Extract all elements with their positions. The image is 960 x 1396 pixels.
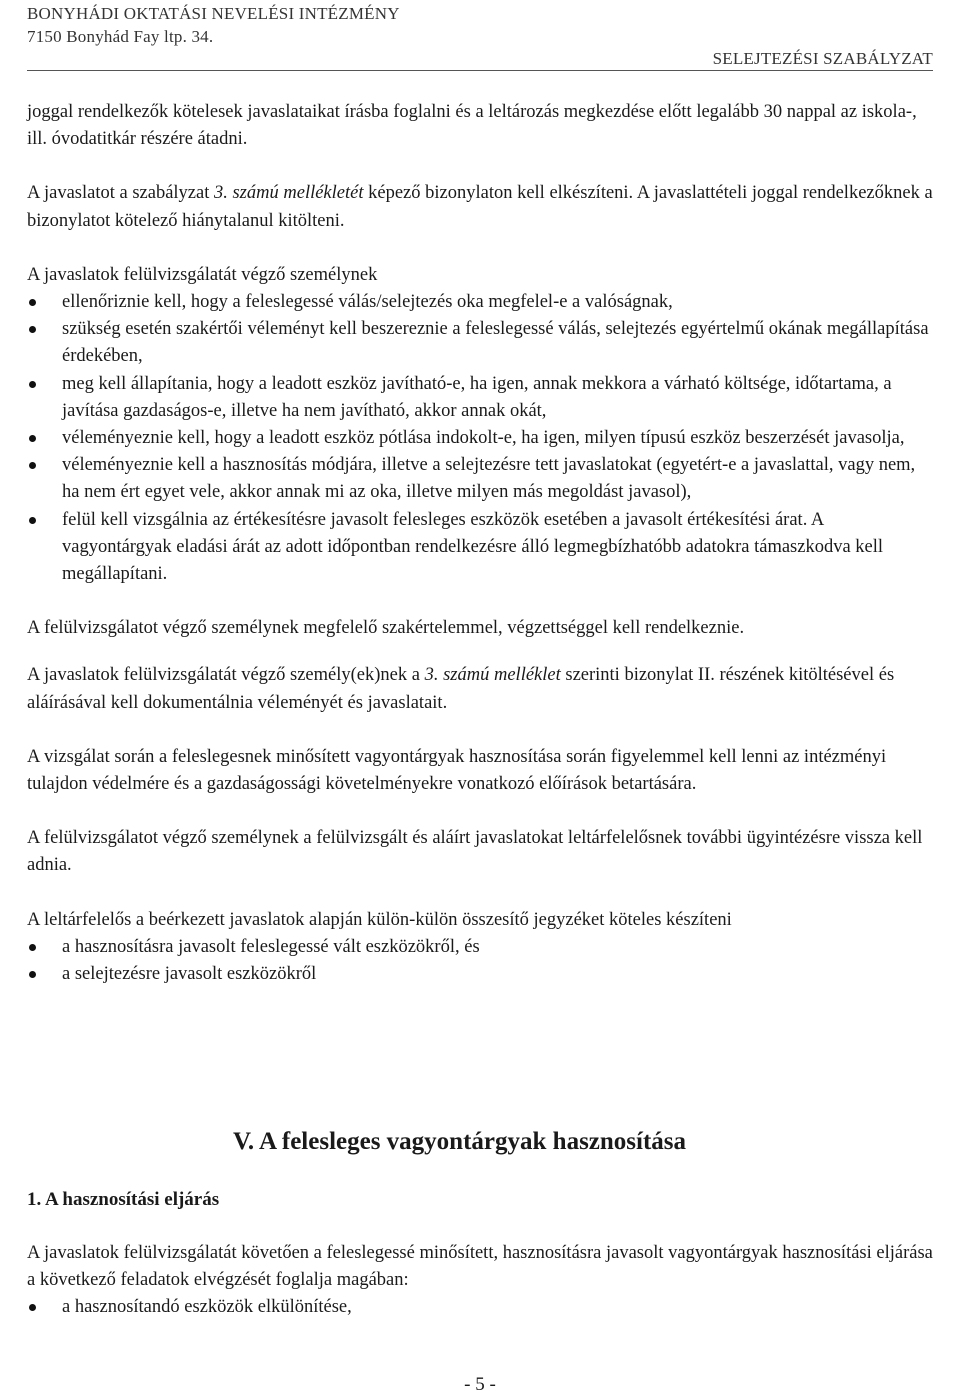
section-body — [27, 1240, 937, 1322]
header-organization: BONYHÁDI OKTATÁSI NEVELÉSI INTÉZMÉNY — [27, 4, 400, 23]
paragraph-reviewer-documentation: A javaslatok felülvizsgálatát végző személy(ek)nek a 3. számú melléklet szerinti bizonylat II. részének kitöltésével és aláírásával kell dokumentálnia véleményét és javaslatait. — [27, 665, 895, 713]
list-item: meg kell állapítania, hogy a leadott eszköz javítható-e, ha igen, annak mekkora a várható költsége, időtartama, a javítása gazdaságos-e, illetve ha nem javítható, akkor annak okát, — [27, 371, 937, 425]
paragraph-utilization-procedure: A javaslatok felülvizsgálatát követően a feleslegessé minősített, hasznosításra javasolt vagyontárgyak hasznosítási eljárása a következő feladatok elvégzését foglalja magában: — [27, 1243, 933, 1291]
page-header — [0, 0, 960, 72]
paragraph-asset-protection: A vizsgálat során a feleslegesnek minősített vagyontárgyak hasznosítása során figyelemmel kell lenni az intézményi tulajdon védelmére és a gazdaságossági követelményekre vonatkozó előírások betartására. — [27, 746, 887, 795]
paragraph-return-to-custodian: A felülvizsgálatot végző személynek a felülvizsgált és aláírt javaslatokat leltárfelelősnek további ügyintézésre vissza kell adnia. — [27, 828, 923, 876]
section-heading: V. A felesleges vagyontárgyak hasznosítása — [233, 1128, 687, 1155]
list-item: ellenőriznie kell, hogy a feleslegessé válás/selejtezés oka megfelel-e a valóságnak, — [27, 289, 937, 316]
list-item: véleményeznie kell a hasznosítás módjára, illetve a selejtezésre tett javaslatokat (egyetért-e a javaslattal, vagy nem, ha nem ért egyet vele, akkor annak mi az oka, illetve milyen más megoldást javasol), — [27, 452, 937, 506]
paragraph-proposal-form: A javaslatot a szabályzat 3. számú mellékletét képező bizonylaton kell elkészíteni. A javaslattételi joggal rendelkezőknek a bizonylatot kötelező hiánytalanul kitölteni. — [27, 183, 933, 231]
header-divider — [27, 70, 933, 71]
utilization-tasks-list — [27, 1294, 937, 1321]
annex-reference: 3. számú mellékletét — [213, 183, 364, 204]
header-address: 7150 Bonyhád Fay ltp. 34. — [27, 27, 214, 46]
list-item: felül kell vizsgálnia az értékesítésre javasolt felesleges eszközök esetében a javasolt értékesítési árat. A vagyontárgyak eladási árát az adott időpontban rendelkezésre álló legmegbízhatóbb adatokra támaszkodva kell megállapítani. — [27, 507, 937, 589]
list-item: szükség esetén szakértői véleményt kell beszereznie a feleslegessé válás, selejtezés egyértelmű okának megállapítása érdekében, — [27, 316, 937, 370]
list-item: a hasznosítandó eszközök elkülönítése, — [27, 1294, 937, 1321]
paragraph-summary-lists-intro: A leltárfelelős a beérkezett javaslatok alapján külön-külön összesítő jegyzéket köteles készíteni — [27, 909, 732, 930]
summary-lists — [27, 934, 937, 988]
reviewer-duties-list — [27, 289, 937, 588]
list-item: a selejtezésre javasolt eszközökről — [27, 961, 937, 988]
page-number: - 5 - — [464, 1374, 496, 1395]
subsection-heading: 1. A hasznosítási eljárás — [27, 1189, 220, 1210]
paragraph-reviewer-duties-intro: A javaslatok felülvizsgálatát végző személynek — [27, 264, 378, 285]
document-body — [27, 99, 937, 988]
paragraph-proposal-deadline: joggal rendelkezők kötelesek javaslataikat írásba foglalni és a leltározás megkezdése előtt legalább 30 nappal az iskola-, ill. óvodatitkár részére átadni. — [27, 102, 917, 150]
paragraph-reviewer-qualification: A felülvizsgálatot végző személynek megfelelő szakértelemmel, végzettséggel kell rendelkeznie. — [27, 618, 745, 639]
header-document-title: SELEJTEZÉSI SZABÁLYZAT — [712, 49, 933, 68]
list-item: a hasznosításra javasolt feleslegessé vált eszközökről, és — [27, 934, 937, 961]
list-item: véleményeznie kell, hogy a leadott eszköz pótlása indokolt-e, ha igen, milyen típusú eszköz beszerzését javasolja, — [27, 425, 937, 452]
annex-reference: 3. számú melléklet — [424, 665, 561, 686]
